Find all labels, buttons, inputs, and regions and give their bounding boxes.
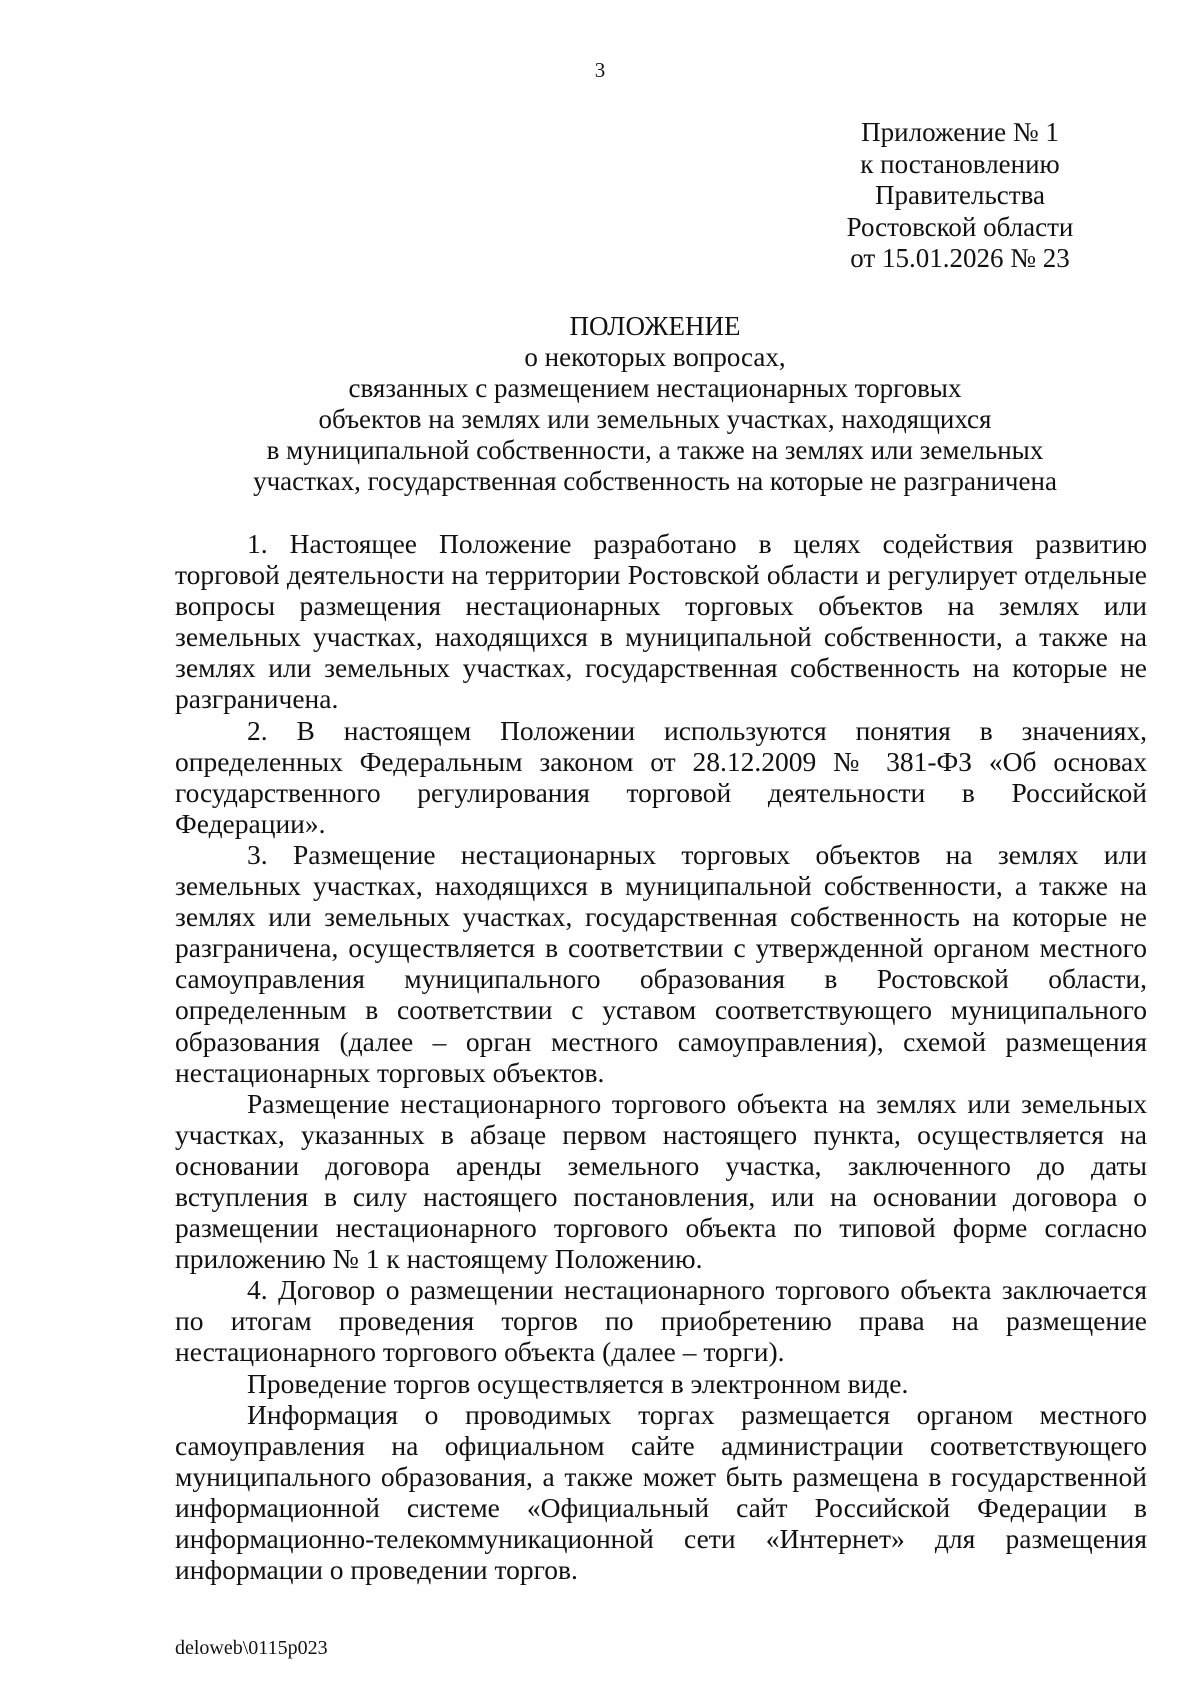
document-title <box>175 311 1135 497</box>
appendix-line: Ростовской области <box>846 211 1074 242</box>
appendix-line: Правительства <box>875 180 1045 210</box>
title-subtitle-line: участках, государственная собственность на которые не разграничена <box>253 466 1057 496</box>
footer-document-code: deloweb\0115p023 <box>175 1637 328 1659</box>
title-subtitle-line: связанных с размещением нестационарных торговых <box>348 373 962 403</box>
document-body <box>175 528 1147 1585</box>
paragraph-4: 4. Договор о размещении нестационарного торгового объекта заключается по итогам проведения торгов по приобретению права на размещение нестационарного торгового объекта (далее – торги). <box>175 1274 1147 1368</box>
appendix-line: к постановлению <box>860 148 1060 179</box>
paragraph-2: 2. В настоящем Положении используются понятия в значениях, определенных Федеральным законом от 28.12.2009 № 381-ФЗ «Об основах государственного регулирования торговой деятельности в Российской Федерации». <box>175 714 1147 839</box>
paragraph-3: 3. Размещение нестационарных торговых объектов на землях или земельных участках, находящихся в муниципальной собственности, а также на землях или земельных участках, государственная собственность на которые не разграничена, осуществляется в соответствии с утвержденной органом местного самоуправления муниципального образования в Ростовской области, определенным в соответствии с уставом соответствующего муниципального образования (далее – орган местного самоуправления), схемой размещения нестационарных торговых объектов. <box>175 838 1147 1088</box>
title-subtitle-line: в муниципальной собственности, а также на землях или земельных <box>266 435 1044 465</box>
paragraph-4-part-2: Проведение торгов осуществляется в электронном виде. <box>247 1367 909 1399</box>
title-subtitle-line: о некоторых вопросах, <box>524 342 786 372</box>
title-heading: ПОЛОЖЕНИЕ <box>569 311 741 341</box>
appendix-line: от 15.01.2026 № 23 <box>850 243 1070 273</box>
title-subtitle-line: объектов на землях или земельных участках, находящихся <box>318 404 992 434</box>
appendix-line: Приложение № 1 <box>861 117 1059 147</box>
paragraph-1: 1. Настоящее Положение разработано в целях содействия развитию торговой деятельности на территории Ростовской области и регулирует отдельные вопросы размещения нестационарных торговых объектов на землях или земельных участках, находящихся в муниципальной собственности, а также на землях или земельных участках, государственная собственность на которые не разграничена. <box>175 528 1147 715</box>
paragraph-4-part-3: Информация о проводимых торгах размещается органом местного самоуправления на официальном сайте администрации соответствующего муниципального образования, а также может быть размещена в государственной информационной системе «Официальный сайт Российской Федерации в информационно-телекоммуникационной сети «Интернет» для размещения информации о проведении торгов. <box>175 1398 1147 1586</box>
paragraph-3-part-2: Размещение нестационарного торгового объекта на землях или земельных участках, указанных в абзаце первом настоящего пункта, осуществляется на основании договора аренды земельного участка, заключенного до даты вступления в силу настоящего постановления, или на основании договора о размещении нестационарного торгового объекта по типовой форме согласно приложению № 1 к настоящему Положению. <box>175 1087 1147 1275</box>
page-number: 3 <box>594 58 606 82</box>
appendix-header <box>820 117 1100 275</box>
